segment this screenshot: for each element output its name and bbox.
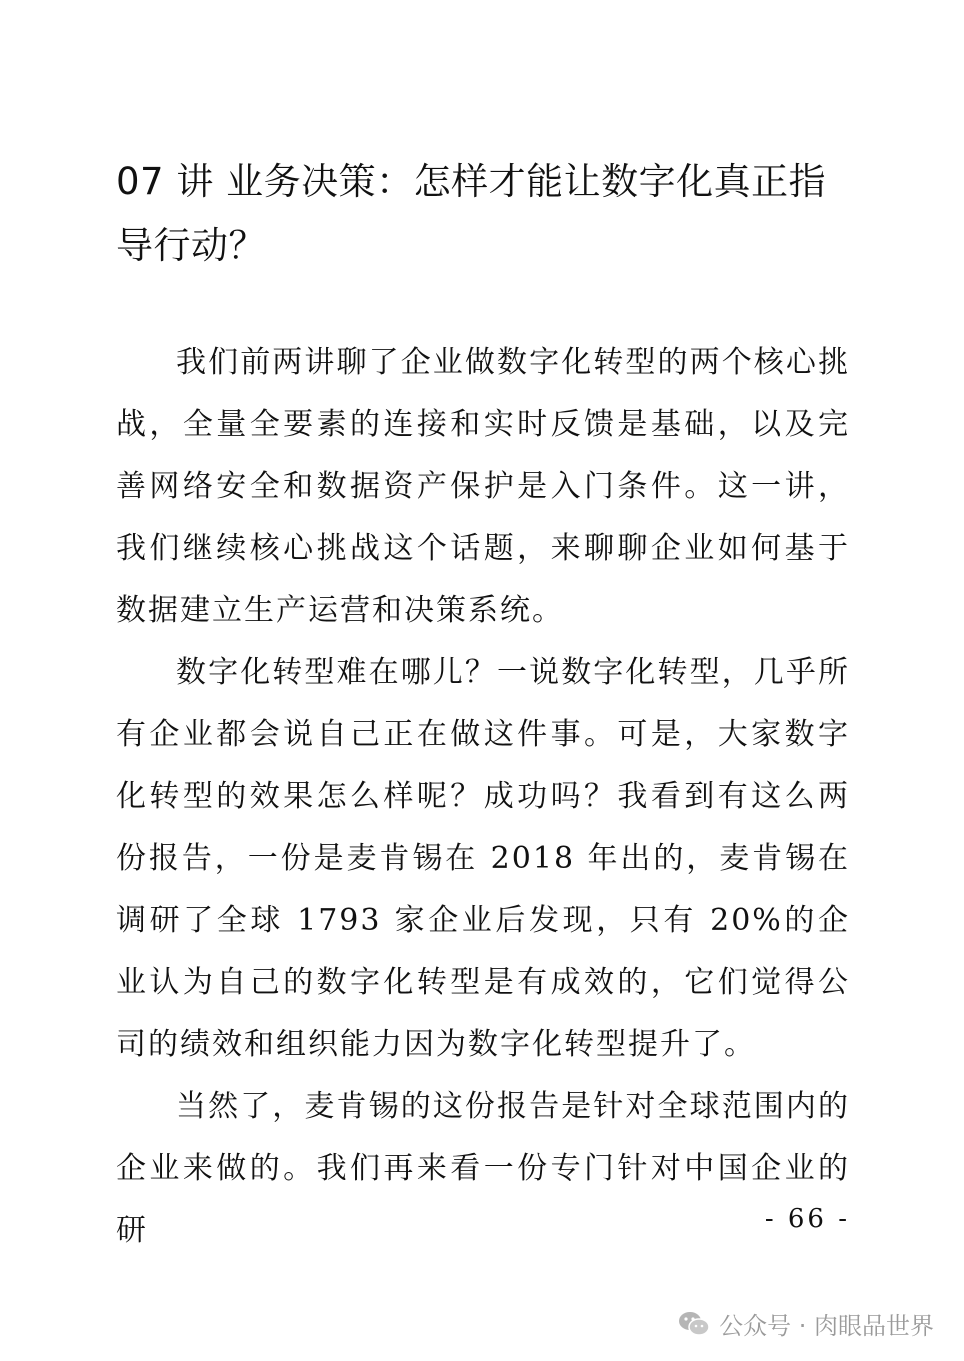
paragraph-3: 当然了，麦肯锡的这份报告是针对全球范围内的企业来做的。我们再来看一份专门针对中国企业的研 [116,1089,850,1248]
page-title: 07 讲 业务决策：怎样才能让数字化真正指导行动？ [116,160,827,267]
page-number: - 66 - [764,1204,850,1234]
document-body [116,332,850,1262]
paragraph-1: 我们前两讲聊了企业做数字化转型的两个核心挑战，全量全要素的连接和实时反馈是基础，以及完善网络安全和数据资产保护是入门条件。这一讲，我们继续核心挑战这个话题，来聊聊企业如何基于数据建立生产运营和决策系统。 [116,345,850,628]
watermark-text: 公众号 · 肉眼品世界 [719,1312,934,1340]
paragraph-2: 数字化转型难在哪儿？一说数字化转型，几乎所有企业都会说自己正在做这件事。可是，大家数字化转型的效果怎么样呢？成功吗？我看到有这么两份报告，一份是麦肯锡在 2018 年出的，麦肯锡在调研了全球 1793 家企业后发现，只有 20%的企业认为自己的数字化转型是有成效的，它们觉得公司的绩效和组织能力因为数字化转型提升了。 [116,655,850,1062]
watermark [677,1306,934,1341]
wechat-icon [677,1309,711,1339]
